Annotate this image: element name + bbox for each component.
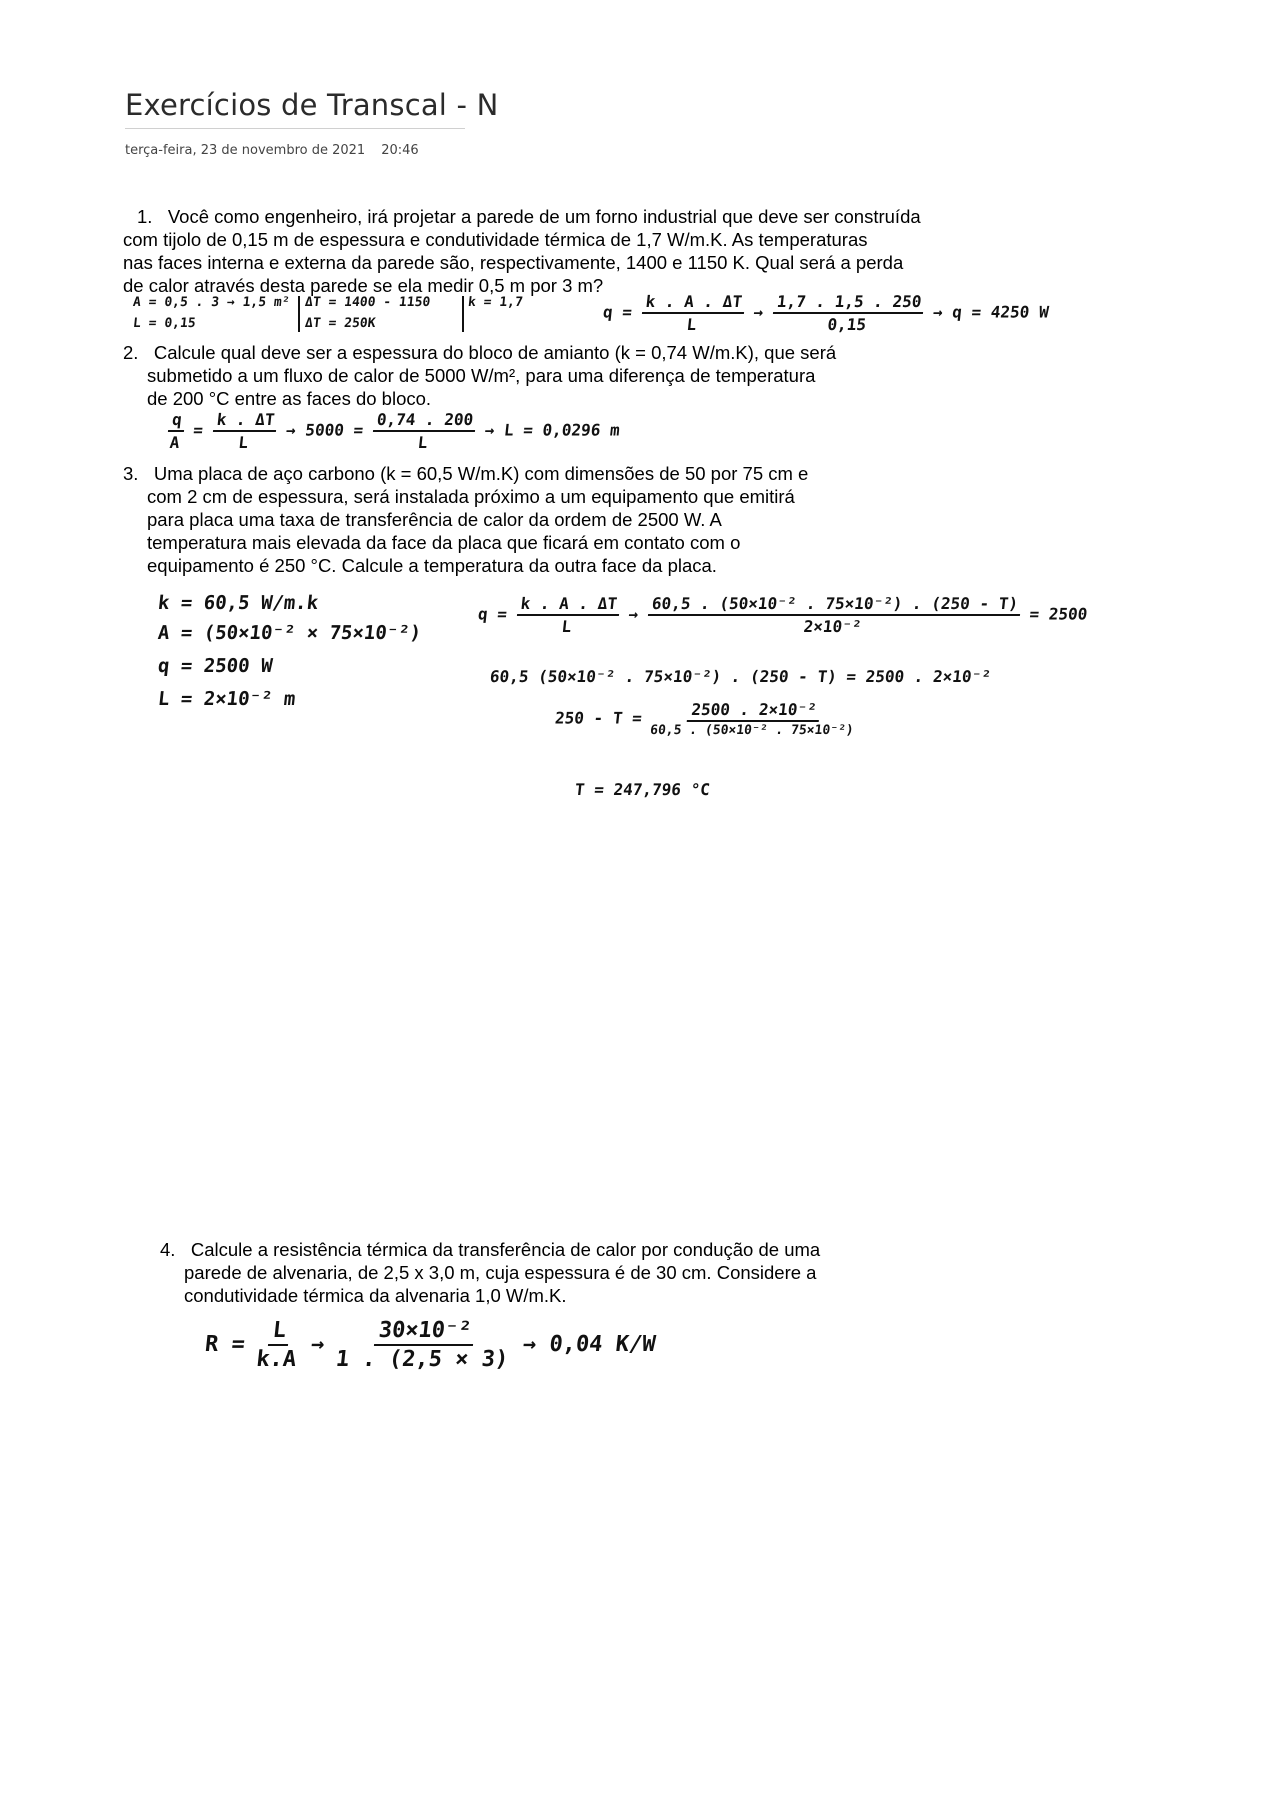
arrow-icon: → bbox=[285, 420, 297, 440]
question-line: parede de alvenaria, de 2,5 x 3,0 m, cuja espessura é de 30 cm. Considere a bbox=[184, 1262, 817, 1283]
hw-q4-result: 0,04 K/W bbox=[548, 1332, 657, 1357]
question-line: nas faces interna e externa da parede são, respectivamente, 1400 e 1150 K. Qual será a perda bbox=[123, 252, 904, 273]
hw-q3-substitution bbox=[646, 594, 1022, 636]
question-2 bbox=[123, 341, 836, 410]
hw-q1-solution bbox=[601, 292, 1051, 334]
hw-equals: = bbox=[192, 420, 205, 440]
hw-q3-step3-frac bbox=[649, 700, 856, 738]
hw-q3-area: A = (50×10⁻² × 75×10⁻²) bbox=[156, 622, 423, 644]
hw-denominator: L bbox=[685, 315, 698, 334]
hw-denominator: L bbox=[237, 433, 250, 452]
arrow-icon: → bbox=[521, 1332, 538, 1357]
hw-q2-result: L = 0,0296 m bbox=[503, 420, 621, 440]
hw-q2-solution bbox=[166, 410, 622, 452]
question-line: para placa uma taxa de transferência de calor da ordem de 2500 W. A bbox=[147, 509, 722, 530]
hw-denominator: 2×10⁻² bbox=[802, 617, 863, 636]
question-number: 1. bbox=[137, 206, 153, 227]
hw-denominator: A bbox=[168, 433, 181, 452]
question-line bbox=[123, 462, 808, 485]
hw-q3-subst-rhs: = 2500 bbox=[1028, 604, 1089, 624]
hw-q4-substitution bbox=[335, 1318, 513, 1372]
hw-numerator: 0,74 . 200 bbox=[373, 410, 478, 432]
hw-numerator: 60,5 . (50×10⁻² . 75×10⁻²) . (250 - T) bbox=[648, 594, 1022, 616]
hw-q3-k: k = 60,5 W/m.k bbox=[156, 592, 320, 614]
arrow-icon: → bbox=[752, 302, 765, 322]
hw-q3-step3 bbox=[553, 700, 857, 738]
hw-q2-lhs bbox=[166, 410, 186, 452]
hw-q3-formula bbox=[514, 594, 621, 636]
hw-q1-area: A = 0,5 . 3 → 1,5 m² bbox=[132, 295, 291, 310]
time-text: 20:46 bbox=[381, 143, 419, 158]
arrow-icon: → bbox=[483, 420, 496, 440]
question-line: com tijolo de 0,15 m de espessura e condutividade térmica de 1,7 W/m.K. As temperaturas bbox=[123, 229, 868, 250]
hw-denominator: 1 . (2,5 × 3) bbox=[334, 1347, 510, 1372]
hw-q2-value: 5000 = bbox=[304, 420, 365, 440]
hw-numerator: 30×10⁻² bbox=[374, 1318, 476, 1346]
hw-numerator: q bbox=[168, 410, 186, 432]
hw-separator bbox=[298, 296, 300, 332]
hw-q3-result: T = 247,796 °C bbox=[574, 780, 711, 799]
question-text: Calcule a resistência térmica da transferência de calor por condução de uma bbox=[190, 1239, 821, 1260]
question-number: 2. bbox=[123, 342, 139, 363]
hw-denominator: 60,5 . (50×10⁻² . 75×10⁻²) bbox=[649, 723, 855, 738]
question-line: de calor através desta parede se ela medir 0,5 m por 3 m? bbox=[123, 275, 604, 296]
question-line: temperatura mais elevada da face da placa que ficará em contato com o bbox=[147, 532, 741, 553]
question-1 bbox=[123, 205, 921, 297]
question-number: 4. bbox=[160, 1239, 176, 1260]
hw-numerator: k . A . ΔT bbox=[641, 292, 746, 314]
arrow-icon: → bbox=[309, 1332, 326, 1357]
question-line: de 200 °C entre as faces do bloco. bbox=[147, 388, 432, 409]
arrow-icon: → bbox=[932, 302, 944, 322]
hw-q1-thickness: L = 0,15 bbox=[132, 316, 197, 331]
hw-denominator: k.A bbox=[255, 1347, 298, 1372]
question-4 bbox=[160, 1238, 820, 1307]
page-title: Exercícios de Transcal - N bbox=[125, 88, 499, 122]
hw-denominator: L bbox=[416, 433, 429, 452]
hw-numerator: k . ΔT bbox=[212, 410, 278, 432]
question-text: Você como engenheiro, irá projetar a parede de um forno industrial que deve ser construída bbox=[167, 206, 921, 227]
hw-q1-k: k = 1,7 bbox=[467, 295, 524, 310]
question-line bbox=[123, 205, 921, 228]
hw-numerator: 1,7 . 1,5 . 250 bbox=[773, 292, 926, 314]
hw-denominator: 0,15 bbox=[826, 315, 868, 334]
hw-q2-formula bbox=[210, 410, 278, 452]
hw-numerator: k . A . ΔT bbox=[516, 594, 621, 616]
date-text: terça-feira, 23 de novembro de 2021 bbox=[125, 143, 366, 158]
question-3 bbox=[123, 462, 808, 577]
hw-q3-step2: 60,5 (50×10⁻² . 75×10⁻²) . (250 - T) = 2500 . 2×10⁻² bbox=[489, 667, 992, 686]
hw-denominator: L bbox=[560, 617, 573, 636]
hw-q4-solution bbox=[202, 1318, 658, 1372]
hw-q3-step3-lhs: 250 - T = bbox=[554, 708, 643, 728]
question-line bbox=[123, 341, 836, 364]
question-text: Uma placa de aço carbono (k = 60,5 W/m.K) com dimensões de 50 por 75 cm e bbox=[153, 463, 809, 484]
hw-q1-substitution bbox=[771, 292, 926, 334]
question-line: condutividade térmica da alvenaria 1,0 W/m.K. bbox=[184, 1285, 567, 1306]
question-text: Calcule qual deve ser a espessura do bloco de amianto (k = 0,74 W/m.K), que será bbox=[153, 342, 837, 363]
hw-q4-formula bbox=[255, 1318, 300, 1372]
arrow-icon: → bbox=[627, 604, 640, 624]
question-line: com 2 cm de espessura, será instalada próximo a um equipamento que emitirá bbox=[147, 486, 795, 507]
hw-q1-delta-result: ΔT = 250K bbox=[304, 316, 377, 331]
question-number: 3. bbox=[123, 463, 139, 484]
hw-q2-substitution bbox=[371, 410, 478, 452]
hw-q1-formula bbox=[639, 292, 746, 334]
hw-q4-lhs: R = bbox=[203, 1332, 247, 1357]
title-divider bbox=[125, 128, 465, 129]
hw-q1-formula-lhs: q = bbox=[602, 302, 634, 322]
hw-q1-result: q = 4250 W bbox=[951, 302, 1050, 322]
date-time-stamp bbox=[125, 143, 419, 158]
question-line: submetido a um fluxo de calor de 5000 W/m², para uma diferença de temperatura bbox=[147, 365, 816, 386]
question-line: equipamento é 250 °C. Calcule a temperatura da outra face da placa. bbox=[147, 555, 717, 576]
question-line bbox=[160, 1238, 820, 1261]
hw-q3-thickness: L = 2×10⁻² m bbox=[156, 688, 297, 710]
hw-numerator: L bbox=[268, 1318, 290, 1346]
hw-numerator: 2500 . 2×10⁻² bbox=[687, 700, 821, 722]
hw-q3-q: q = 2500 W bbox=[156, 655, 274, 677]
hw-separator bbox=[462, 296, 464, 332]
hw-q3-solution bbox=[476, 594, 1090, 636]
hw-q1-delta-expr: ΔT = 1400 - 1150 bbox=[304, 295, 432, 310]
hw-q3-formula-lhs: q = bbox=[477, 604, 509, 624]
